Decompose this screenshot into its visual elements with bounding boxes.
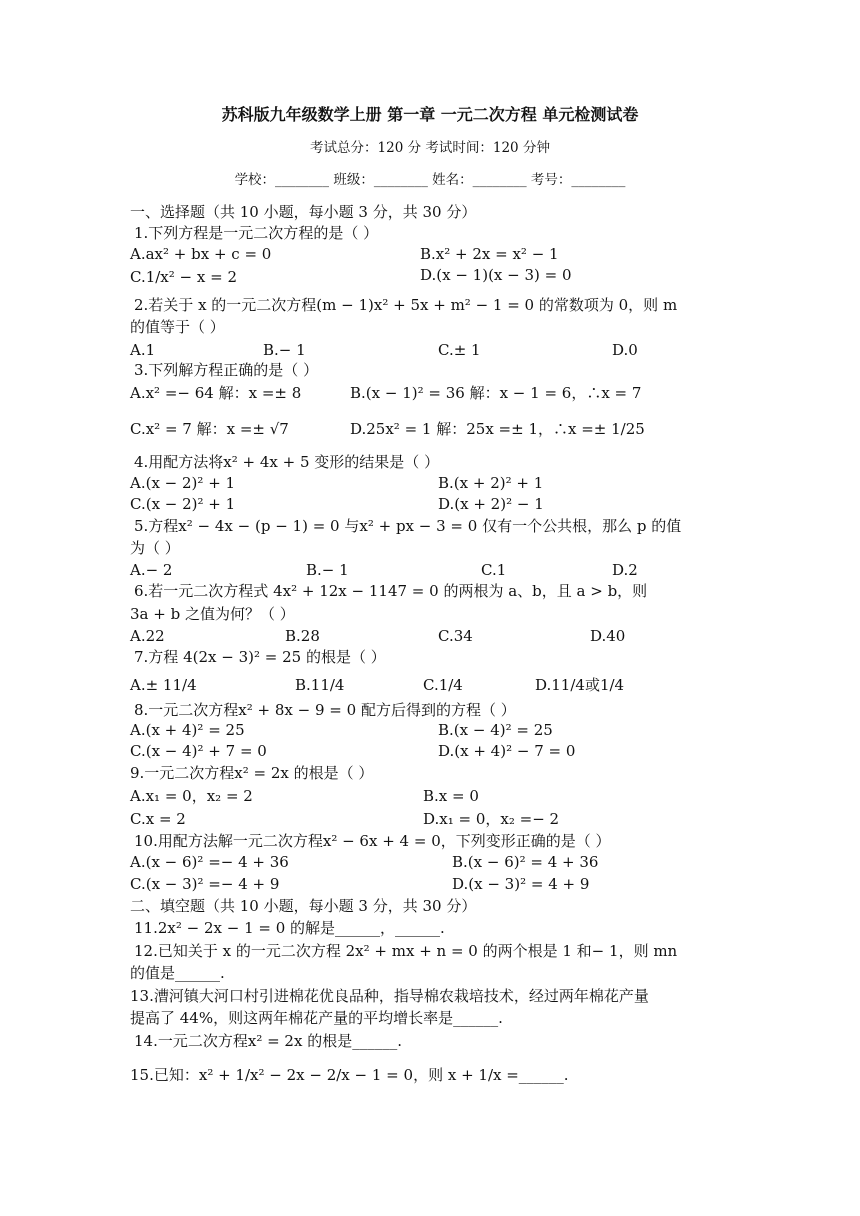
q2-option-b: B.− 1 xyxy=(263,341,306,359)
q3-stem: 3.下列解方程正确的是（ ） xyxy=(134,361,319,379)
q3-option-c: C.x² = 7 解：x =± √7 xyxy=(130,420,289,438)
q9-option-a: A.x₁ = 0，x₂ = 2 xyxy=(130,787,253,805)
page-title: 苏科版九年级数学上册 第一章 一元二次方程 单元检测试卷 xyxy=(221,105,639,124)
q7-stem: 7.方程 4(2x − 3)² = 25 的根是（ ） xyxy=(134,648,386,666)
section2-header: 二、填空题（共 10 小题，每小题 3 分，共 30 分） xyxy=(130,897,477,915)
q13-stem-line2: 提高了 44%，则这两年棉花产量的平均增长率是______. xyxy=(130,1009,503,1027)
q9-option-b: B.x = 0 xyxy=(423,787,479,805)
q6-stem-line2: 3a + b 之值为何？（ ） xyxy=(130,605,295,623)
q6-option-c: C.34 xyxy=(438,627,473,645)
q9-stem: 9.一元二次方程x² = 2x 的根是（ ） xyxy=(130,764,374,782)
q5-stem-line2: 为（ ） xyxy=(130,539,180,557)
q8-option-d: D.(x + 4)² − 7 = 0 xyxy=(438,742,576,760)
q1-option-a: A.ax² + bx + c = 0 xyxy=(130,245,272,263)
q4-option-a: A.(x − 2)² + 1 xyxy=(130,474,236,492)
q2-stem-line1: 2.若关于 x 的一元二次方程(m − 1)x² + 5x + m² − 1 = 0 的常数项为 0，则 m xyxy=(134,296,678,314)
q6-stem-line1: 6.若一元二次方程式 4x² + 12x − 1147 = 0 的两根为 a、b，且 a > b，则 xyxy=(134,582,648,600)
q4-option-b: B.(x + 2)² + 1 xyxy=(438,474,544,492)
q1-option-b: B.x² + 2x = x² − 1 xyxy=(420,245,559,263)
q10-option-b: B.(x − 6)² = 4 + 36 xyxy=(452,853,599,871)
q6-option-a: A.22 xyxy=(130,627,165,645)
q7-option-c: C.1/4 xyxy=(423,676,463,694)
q2-option-a: A.1 xyxy=(130,341,156,359)
exam-info: 考试总分：120 分 考试时间：120 分钟 xyxy=(310,140,550,156)
q4-option-d: D.(x + 2)² − 1 xyxy=(438,495,544,513)
q7-option-d: D.11/4或1/4 xyxy=(535,676,625,694)
q4-stem: 4.用配方法将x² + 4x + 5 变形的结果是（ ） xyxy=(134,453,440,471)
q12-stem-line2: 的值是______. xyxy=(130,964,225,982)
q4-option-c: C.(x − 2)² + 1 xyxy=(130,495,236,513)
q10-option-a: A.(x − 6)² =− 4 + 36 xyxy=(130,853,289,871)
q9-option-c: C.x = 2 xyxy=(130,810,186,828)
q6-option-d: D.40 xyxy=(590,627,626,645)
section1-header: 一、选择题（共 10 小题，每小题 3 分，共 30 分） xyxy=(130,203,477,221)
q1-stem: 1.下列方程是一元二次方程的是（ ） xyxy=(134,224,379,242)
student-info: 学校：________ 班级：________ 姓名：________ 考号：________ xyxy=(234,172,626,188)
q5-option-a: A.− 2 xyxy=(130,561,173,579)
q10-option-d: D.(x − 3)² = 4 + 9 xyxy=(452,875,590,893)
q13-stem-line1: 13.漕河镇大河口村引进棉花优良品种，指导棉农栽培技术，经过两年棉花产量 xyxy=(130,987,649,1005)
q8-option-c: C.(x − 4)² + 7 = 0 xyxy=(130,742,267,760)
q12-stem-line1: 12.已知关于 x 的一元二次方程 2x² + mx + n = 0 的两个根是 1 和− 1，则 mn xyxy=(134,942,678,960)
q15-stem: 15.已知：x² + 1/x² − 2x − 2/x − 1 = 0，则 x + 1/x =______. xyxy=(130,1066,569,1084)
q8-stem: 8.一元二次方程x² + 8x − 9 = 0 配方后得到的方程（ ） xyxy=(134,701,516,719)
q7-option-a: A.± 11/4 xyxy=(130,676,197,694)
q2-option-d: D.0 xyxy=(612,341,638,359)
q1-option-d: D.(x − 1)(x − 3) = 0 xyxy=(420,266,572,284)
q5-stem-line1: 5.方程x² − 4x − (p − 1) = 0 与x² + px − 3 = 0 仅有一个公共根，那么 p 的值 xyxy=(134,517,682,535)
q10-stem: 10.用配方法解一元二次方程x² − 6x + 4 = 0，下列变形正确的是（ ） xyxy=(134,832,611,850)
q14-stem: 14.一元二次方程x² = 2x 的根是______. xyxy=(134,1032,402,1050)
q3-option-d: D.25x² = 1 解：25x =± 1，∴x =± 1/25 xyxy=(350,420,645,438)
q10-option-c: C.(x − 3)² =− 4 + 9 xyxy=(130,875,280,893)
q5-option-b: B.− 1 xyxy=(306,561,349,579)
q8-option-b: B.(x − 4)² = 25 xyxy=(438,721,553,739)
q2-option-c: C.± 1 xyxy=(438,341,481,359)
q9-option-d: D.x₁ = 0，x₂ =− 2 xyxy=(423,810,560,828)
q2-stem-line2: 的值等于（ ） xyxy=(130,318,225,336)
q3-option-b: B.(x − 1)² = 36 解：x − 1 = 6，∴x = 7 xyxy=(350,384,642,402)
q7-option-b: B.11/4 xyxy=(295,676,345,694)
q5-option-d: D.2 xyxy=(612,561,638,579)
q5-option-c: C.1 xyxy=(481,561,507,579)
q3-option-a: A.x² =− 64 解：x =± 8 xyxy=(130,384,302,402)
q6-option-b: B.28 xyxy=(285,627,320,645)
q1-option-c: C.1/x² − x = 2 xyxy=(130,268,237,286)
q8-option-a: A.(x + 4)² = 25 xyxy=(130,721,245,739)
q11-stem: 11.2x² − 2x − 1 = 0 的解是______，______. xyxy=(134,919,445,937)
